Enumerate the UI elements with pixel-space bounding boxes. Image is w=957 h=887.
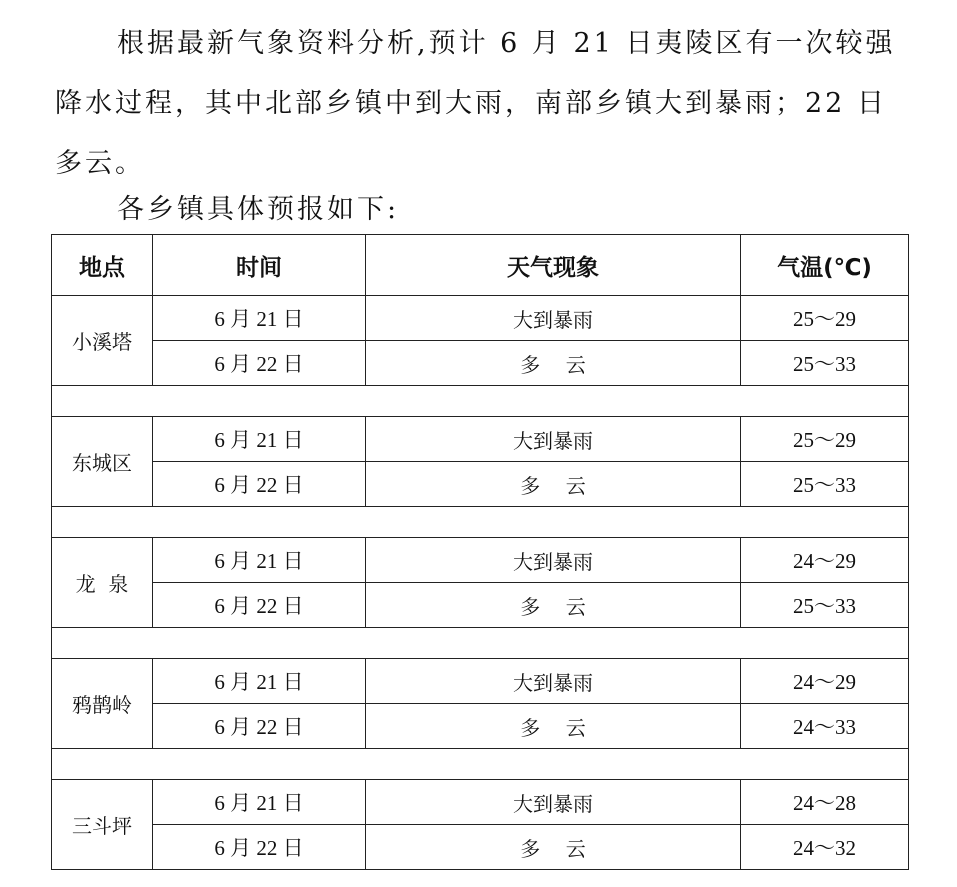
header-temp: 气温(℃) — [741, 235, 909, 296]
spacer-row — [52, 386, 909, 417]
date-cell: 6 月 21 日 — [153, 296, 366, 341]
table-row — [52, 825, 909, 870]
date-cell: 6 月 22 日 — [153, 825, 366, 870]
temp-cell: 24～33 — [741, 704, 909, 749]
date-cell: 6 月 22 日 — [153, 583, 366, 628]
table-row — [52, 296, 909, 341]
table-row — [52, 780, 909, 825]
table-header-row — [52, 235, 909, 296]
temp-cell: 25～33 — [741, 583, 909, 628]
intro-paragraph — [55, 14, 915, 194]
place-cell: 鸦鹊岭 — [52, 659, 153, 749]
weather-cell: 大到暴雨 — [366, 659, 741, 704]
temp-cell: 25～33 — [741, 341, 909, 386]
temp-cell: 24～29 — [741, 538, 909, 583]
weather-cell: 多 云 — [366, 341, 741, 386]
weather-cell: 多 云 — [366, 825, 741, 870]
spacer-row — [52, 628, 909, 659]
spacer-cell — [52, 507, 909, 538]
temp-cell: 24～32 — [741, 825, 909, 870]
date-cell: 6 月 22 日 — [153, 704, 366, 749]
spacer-cell — [52, 386, 909, 417]
header-time: 时间 — [153, 235, 366, 296]
spacer-row — [52, 749, 909, 780]
temp-cell: 25～33 — [741, 462, 909, 507]
table-row — [52, 538, 909, 583]
date-cell: 6 月 21 日 — [153, 538, 366, 583]
date-cell: 6 月 21 日 — [153, 417, 366, 462]
intro-line-1: 根据最新气象资料分析,预计 6 月 21 日夷陵区有一次较强 — [117, 28, 896, 59]
temp-cell: 24～28 — [741, 780, 909, 825]
table-row — [52, 462, 909, 507]
date-cell: 6 月 21 日 — [153, 659, 366, 704]
weather-cell: 大到暴雨 — [366, 780, 741, 825]
intro-line-2: 降水过程，其中北部乡镇中到大雨，南部乡镇大到暴雨；22 日 — [55, 88, 887, 119]
table-row — [52, 583, 909, 628]
date-cell: 6 月 21 日 — [153, 780, 366, 825]
date-cell: 6 月 22 日 — [153, 341, 366, 386]
weather-cell: 多 云 — [366, 583, 741, 628]
date-cell: 6 月 22 日 — [153, 462, 366, 507]
place-cell: 小溪塔 — [52, 296, 153, 386]
weather-cell: 多 云 — [366, 462, 741, 507]
spacer-row — [52, 507, 909, 538]
forecast-table — [51, 234, 909, 870]
temp-cell: 25～29 — [741, 417, 909, 462]
weather-cell: 大到暴雨 — [366, 538, 741, 583]
weather-cell: 大到暴雨 — [366, 417, 741, 462]
place-cell: 龙 泉 — [52, 538, 153, 628]
table-row — [52, 659, 909, 704]
spacer-cell — [52, 749, 909, 780]
table-row — [52, 417, 909, 462]
weather-cell: 大到暴雨 — [366, 296, 741, 341]
temp-cell: 24～29 — [741, 659, 909, 704]
table-row — [52, 341, 909, 386]
table-caption-paragraph — [55, 180, 915, 240]
table-caption: 各乡镇具体预报如下: — [117, 194, 400, 225]
weather-cell: 多 云 — [366, 704, 741, 749]
spacer-cell — [52, 628, 909, 659]
header-weather: 天气现象 — [366, 235, 741, 296]
table-row — [52, 704, 909, 749]
intro-line-3: 多云。 — [55, 148, 145, 179]
header-place: 地点 — [52, 235, 153, 296]
place-cell: 三斗坪 — [52, 780, 153, 870]
temp-cell: 25～29 — [741, 296, 909, 341]
place-cell: 东城区 — [52, 417, 153, 507]
